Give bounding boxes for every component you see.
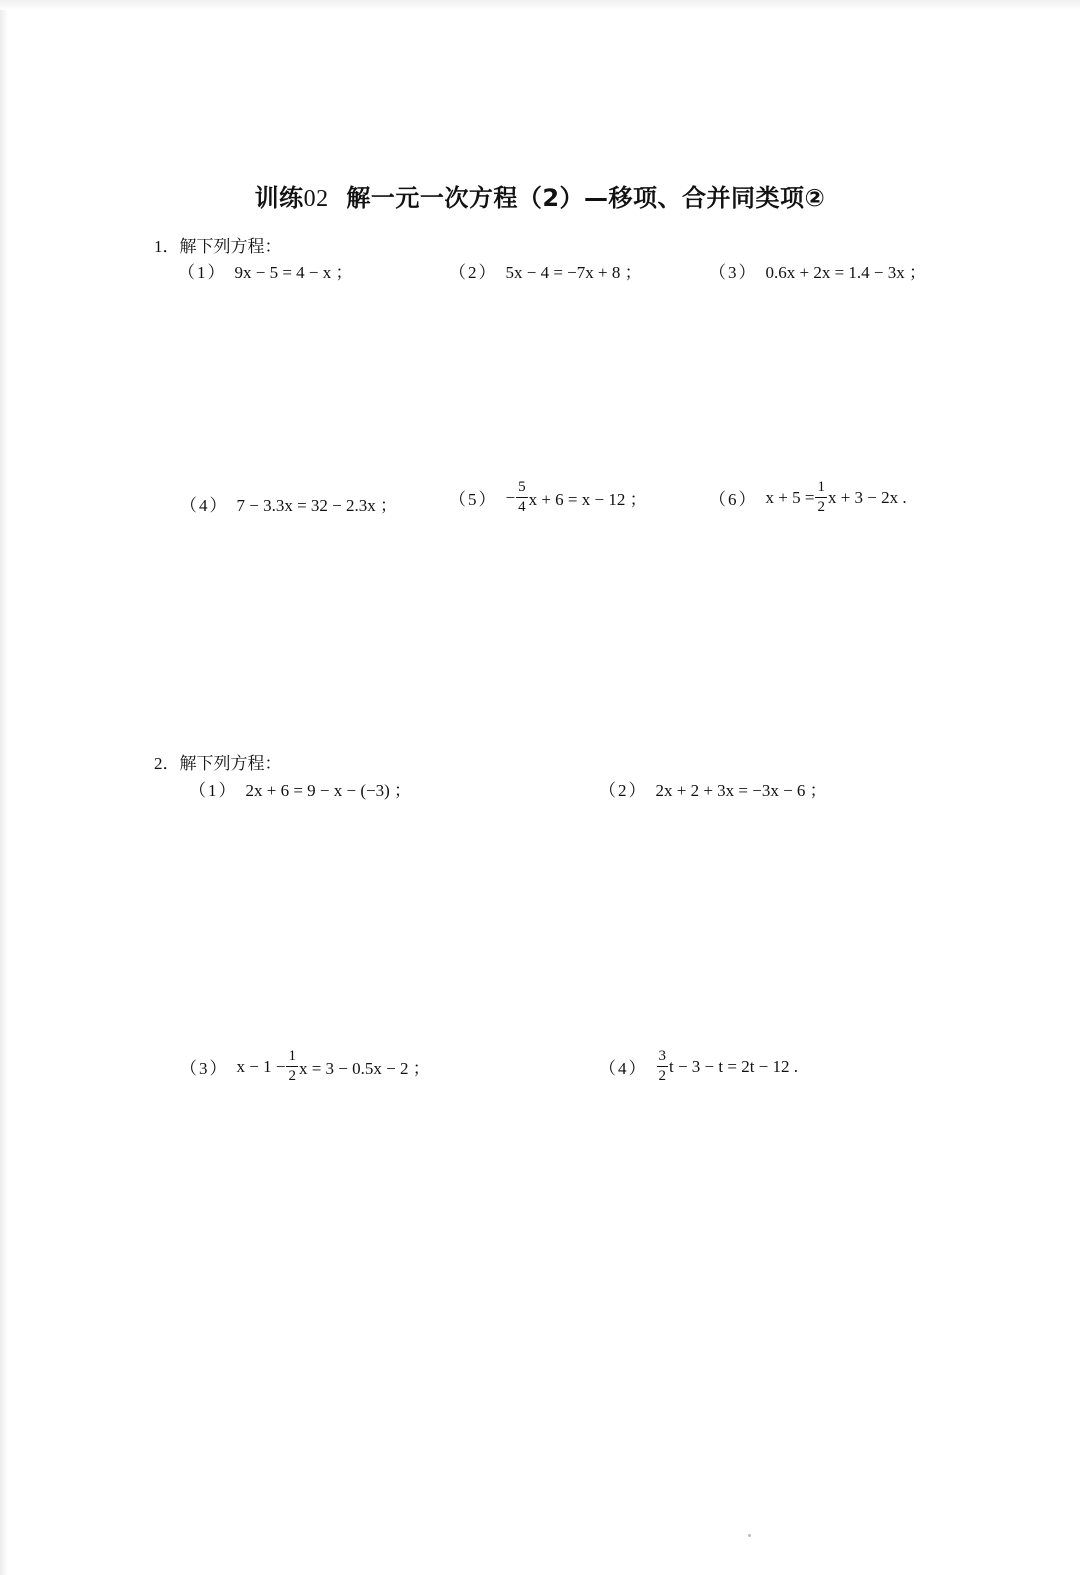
- problem-number: （1）: [178, 263, 227, 282]
- numerator: 1: [815, 480, 827, 498]
- problem-number: （6）: [709, 490, 758, 509]
- title-text: 解一元一次方程（2）—移项、合并同类项②: [328, 184, 826, 212]
- title-number: 02: [303, 186, 329, 212]
- equation-post: t − 3 − t = 2t − 12 .: [669, 1056, 799, 1076]
- numerator: 3: [657, 1049, 669, 1067]
- equation-post: x + 6 = x − 12 ；: [528, 490, 647, 509]
- s1-problem-1: [178, 258, 353, 283]
- section-1-heading: 1．解下列方程：: [154, 237, 282, 256]
- section-2-heading: 2．解下列方程：: [154, 754, 282, 773]
- scan-speck: [748, 1534, 751, 1537]
- problem-number: （2）: [599, 781, 648, 800]
- equation-pre: x + 5 =: [765, 487, 815, 507]
- problem-number: （3）: [709, 263, 758, 282]
- equation-post: x = 3 − 0.5x − 2 ；: [298, 1059, 430, 1078]
- problem-number: （2）: [449, 263, 498, 282]
- denominator: 2: [817, 499, 825, 515]
- title-prefix: 训练: [254, 184, 304, 212]
- s1-problem-3: [709, 258, 926, 283]
- equation: 9x − 5 = 4 − x ；: [234, 263, 353, 282]
- fraction: [516, 480, 528, 515]
- denominator: 2: [288, 1068, 296, 1084]
- problem-number: （1）: [189, 781, 238, 800]
- s1-problem-6: [709, 480, 907, 515]
- equation-pre: −: [505, 487, 516, 507]
- s1-problem-4: [180, 491, 397, 516]
- scan-edge-top: [0, 0, 1080, 10]
- equation: 5x − 4 = −7x + 8 ；: [505, 263, 642, 282]
- s2-problem-4: [599, 1049, 798, 1084]
- problem-number: （4）: [599, 1059, 648, 1078]
- numerator: 5: [516, 480, 528, 498]
- s2-problem-3: [180, 1049, 430, 1084]
- s2-problem-1: [189, 776, 411, 801]
- equation-pre: x − 1 −: [236, 1056, 286, 1076]
- s1-problem-2: [449, 258, 642, 283]
- s2-problem-2: [599, 776, 827, 801]
- equation: 2x + 6 = 9 − x − (−3) ；: [245, 781, 412, 800]
- problem-number: （5）: [449, 490, 498, 509]
- denominator: 2: [658, 1068, 666, 1084]
- fraction: [815, 480, 827, 515]
- problem-number: （3）: [180, 1059, 229, 1078]
- numerator: 1: [286, 1049, 298, 1067]
- problem-number: （4）: [180, 496, 229, 515]
- denominator: 4: [518, 499, 526, 515]
- fraction: [657, 1049, 669, 1084]
- equation-post: x + 3 − 2x .: [827, 487, 907, 507]
- equation: 7 − 3.3x = 32 − 2.3x ；: [236, 496, 398, 515]
- s1-problem-5: [449, 480, 647, 515]
- equation: 0.6x + 2x = 1.4 − 3x ；: [765, 263, 927, 282]
- scan-edge: [0, 0, 8, 1575]
- equation: 2x + 2 + 3x = −3x − 6 ；: [655, 781, 827, 800]
- page-title: [0, 178, 1080, 213]
- fraction: [286, 1049, 298, 1084]
